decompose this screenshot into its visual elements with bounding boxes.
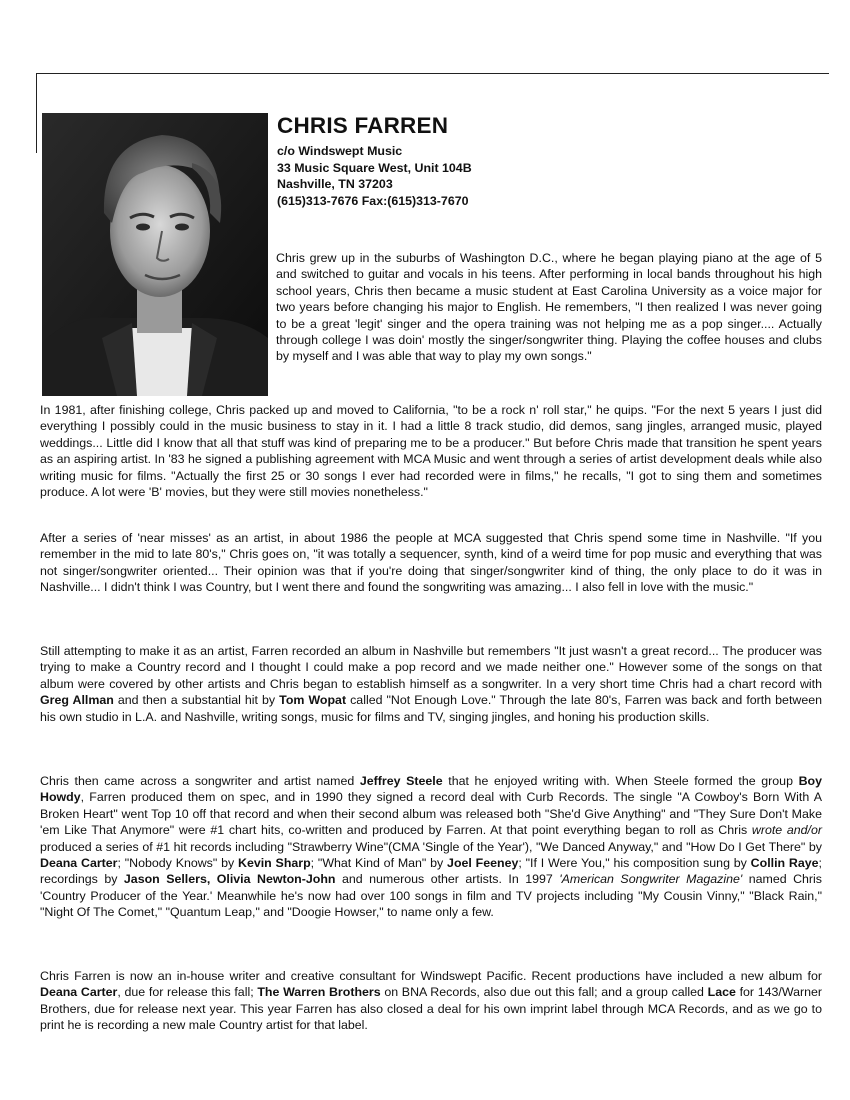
italic-text: 'American Songwriter Magazine' (559, 872, 743, 887)
text-run: After a series of 'near misses' as an artist, in about 1986 the people at MCA suggested that Chris spend some time in Nashville. "If you remember in the mid to late 80's," Chris goes on, "it was totally a sequencer, synth, kind of a weird time for pop music and everything that was not singer/songwriter oriented... Their opinion was that if you're doing that singer/songwriter kind of thing, the only place to do it was in Nashville... I didn't think I was Country, but I went there and found the songwriting was amazing... I also fell in love with the music." (40, 531, 822, 595)
text-run: , Farren produced them on spec, and in 1990 they signed a record deal with Curb Records. The single "A Cowboy's Born With A Broken Heart" went Top 10 off that record and when their second album was released both "She'd Give Anything" and "They Sure Don't Make 'em Like That Anymore" were #1 chart hits, co-written and produced by Farren. At that point everything began to roll as Chris (40, 790, 822, 838)
bold-name: Deana Carter (40, 985, 118, 1000)
text-run: Still attempting to make it as an artist, Farren recorded an album in Nashville but remembers "It just wasn't a great record... The producer was trying to make a Country record and I thought I could make a pop record and we made neither one." However some of the songs on that album were covered by other artists and Chris began to establish himself as a songwriter. In a very short time Chris had a chart record with (40, 644, 822, 691)
italic-text: wrote and/or (751, 823, 822, 838)
text-run: produced a series of #1 hit records including "Strawberry Wine"(CMA 'Single of the Year'), "We Danced Anyway," and "How Do I Get There" by (40, 839, 822, 854)
bold-name: Greg Allman (40, 693, 114, 708)
text-run: Chris Farren is now an in-house writer and creative consultant for Windswept Pacific. Recent productions have included a new album for (40, 969, 822, 983)
contact-header (277, 113, 817, 209)
bio-paragraph-4 (40, 643, 822, 725)
top-rule (36, 73, 829, 74)
address-line-city: Nashville, TN 37203 (277, 177, 393, 191)
bold-name: The Warren Brothers (257, 985, 381, 1000)
bio-paragraph-2 (40, 402, 822, 500)
text-run: named Chris 'Country Producer of the Year.' Meanwhile he's now had over 100 songs in film and TV projects including "My Cousin Vinny," "Black Rain," "Night Of The Comet," "Quantum Leap," and "Doogie Howser," to name only a few. (40, 872, 822, 920)
bio-paragraph-1 (276, 250, 822, 365)
text-run: ; "Nobody Knows" by (117, 856, 238, 871)
address-line-company: c/o Windswept Music (277, 144, 403, 158)
portrait-photo (42, 113, 268, 396)
left-rule (36, 73, 37, 153)
text-run: ; "What Kind of Man" by (310, 856, 448, 871)
bold-name: Joel Feeney (447, 856, 519, 871)
bold-name: Deana Carter (40, 856, 118, 871)
address-line-street: 33 Music Square West, Unit 104B (277, 160, 472, 175)
bold-name: Jeffrey Steele (359, 774, 443, 788)
text-run: , due for release this fall; (117, 985, 258, 1000)
bold-name: Boy Howdy (40, 774, 823, 805)
bold-name: Kevin Sharp (238, 856, 311, 871)
text-run: and numerous other artists. In 1997 (335, 872, 560, 887)
artist-name: CHRIS FARREN (277, 113, 449, 138)
text-run: Chris then came across a songwriter and artist named (40, 774, 360, 788)
bio-paragraph-3 (40, 530, 822, 596)
text-run: for 143/Warner Brothers, due for release next year. This year Farren has also closed a deal for his own imprint label through MCA Records, and as we go to print he is recording a new male Country artist for that label. (40, 985, 823, 1033)
address-line-phone: (615)313-7676 Fax:(615)313-7670 (277, 193, 469, 208)
bio-paragraph-5 (40, 773, 822, 921)
text-run: on BNA Records, also due out this fall; and a group called (380, 985, 708, 1000)
bio-paragraph-6 (40, 968, 822, 1034)
bold-name: Collin Raye (750, 856, 819, 871)
text-run: called "Not Enough Love." Through the late 80's, Farren was back and forth between his own studio in L.A. and Nashville, writing songs, music for films and TV, singing jingles, and honing his production skills. (40, 693, 823, 724)
text-run: that he enjoyed writing with. When Steele formed the group (442, 774, 799, 788)
bold-name: Lace (707, 985, 736, 1000)
text-run: and then a substantial hit by (113, 693, 280, 708)
text-run: Chris grew up in the suburbs of Washington D.C., where he began playing piano at the age of 5 and switched to guitar and vocals in his teens. After performing in local bands throughout his high school years, Chris then became a music student at East Carolina University as a voice major for two years before changing his major to English. He remembers, "I then realized I was never going to be a great 'legit' singer and the opera training was not helping me as a pop singer.... Actually through college I was doin' mostly the singer/songwriter thing. Playing the coffee houses and clubs by myself and I was able that way to play my own songs." (276, 251, 822, 364)
bold-name: Tom Wopat (279, 693, 347, 708)
text-run: ; "If I Were You," his composition sung by (518, 856, 751, 871)
bold-name: Jason Sellers, Olivia Newton-John (123, 872, 336, 887)
text-run: In 1981, after finishing college, Chris packed up and moved to California, "to be a rock n' roll star," he quips. "For the next 5 years I just did everything I possibly could in the music business to stay in it. I had a little 8 track studio, did demos, sang jingles, arranged music, played weddings... Little did I know that all that stuff was kind of preparing me to be a producer." But before Chris made that transition he spent years as an aspiring artist. In '83 he signed a publishing agreement with MCA Music and went through a series of artist development deals while also writing music for films. "Actually the first 25 or 30 songs I ever had recorded were in films," he recalls, "I got to sing them and sometimes produce. A lot were 'B' movies, but they were still movies nonetheless." (40, 403, 822, 500)
text-run: ; recordings by (40, 856, 822, 887)
